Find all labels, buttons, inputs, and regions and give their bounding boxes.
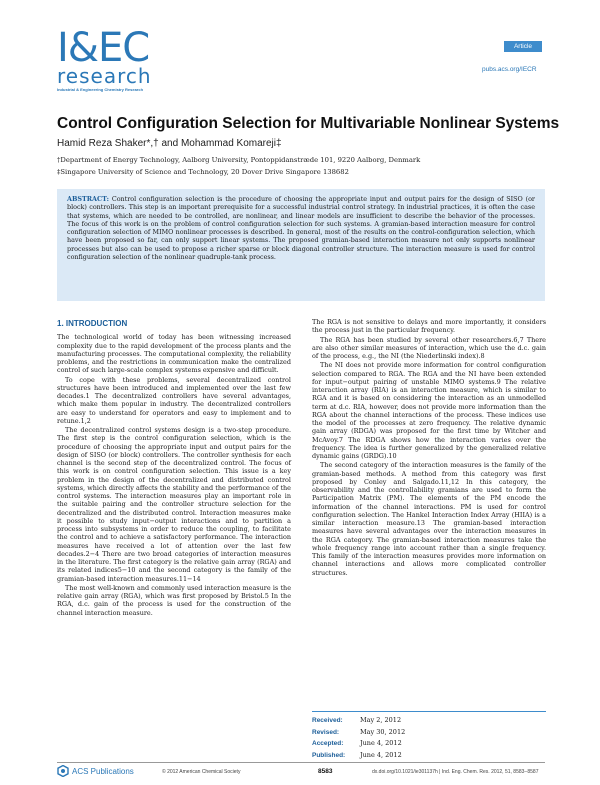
author-list: Hamid Reza Shaker*,† and Mohammad Komareji‡ (57, 138, 282, 149)
abstract-box (57, 189, 545, 301)
affiliation-2: ‡Singapore University of Science and Technology, 20 Dover Drive Singapore 138682 (57, 168, 349, 176)
date-received (312, 715, 405, 727)
acs-hexagon-icon (57, 765, 69, 777)
date-label: Published: (312, 751, 346, 759)
journal-url-link[interactable]: pubs.acs.org/IECR (482, 66, 537, 73)
body-paragraph: To cope with these problems, several decentralized control structures have been introduced and implemented over the last few decades.1 The decentralized controllers have several advantages, which make them popular in industry. The decentralized controllers are easy to understand for operators and easy to implement and to retune.1,2 (57, 375, 291, 425)
body-paragraph: The most well-known and commonly used interaction measure is the relative gain array (RGA), which was first proposed by Bristol.5 In the RGA, d.c. gain of the process is used for the construction of the channel interaction measure. (57, 583, 291, 617)
footer-divider (57, 762, 545, 763)
article-type-badge: Article (504, 41, 542, 52)
body-paragraph: The NI does not provide more information for control configuration selection compared to RGA. The RGA and the NI have been extended for input−output pairing of unstable MIMO systems.9 The relative interaction array (RIA) is an interaction measure, which is similar to RGA and it is based on considering the interaction as an unmodelled term at d.c. RIA, however, does not provide more information than the RGA about the channel interactions of the process. These indices use the model of the processes at zero frequency. The relative dynamic gain array (RDGA) was proposed for the first time by Witcher and McAvoy.7 The RDGA shows how the interaction varies over the frequency. The idea is further generalized by the generalized relative dynamic gains (GRDG).10 (312, 361, 546, 460)
logo-tagline: Industrial & Engineering Chemistry Research (57, 87, 144, 92)
copyright-notice: © 2012 American Chemical Society (162, 769, 241, 775)
acs-publications-logo[interactable] (57, 765, 134, 777)
right-column (312, 318, 546, 578)
doi-citation[interactable]: dx.doi.org/10.1021/ie301137h | Ind. Eng. Chem. Res. 2012, 51, 8583−8587 (372, 769, 539, 775)
body-paragraph: The decentralized control systems design is a two-step procedure. The first step is the control configuration selection, which is the procedure of choosing the appropriate input and output pairs for the design of SISO (or block) controllers. The controller synthesis for each channel is the second step of the decentralized control. The focus of this work is on control configuration selection. This issue is a key problem in the design of the decentralized and distributed control systems, which directly affects the stability and the performance of the control systems. The interaction measures play an important role in the suitable pairing and the controller structure selection for the decentralized and the distributed control. Interaction measures make it possible to study input−output interactions and to partition a process into subsystems in order to reduce the coupling, to facilitate the control and to achieve a satisfactory performance. The interaction measures have received a lot of attention over the last few decades.2−4 There are two broad categories of interaction measures in the literature. The first category is the relative gain array (RGA) and its related indices5−10 and the second category is the family of the gramian-based interaction measures.11−14 (57, 426, 291, 583)
date-value: May 2, 2012 (360, 716, 402, 724)
date-value: June 4, 2012 (360, 750, 402, 759)
date-label: Revised: (312, 728, 340, 736)
date-value: May 30, 2012 (360, 727, 406, 736)
body-paragraph: The second category of the interaction measures is the family of the gramian-based methods. A method from this category was first proposed by Conley and Salgado.11,12 In this category, the observability and the controllability gramians are used to form the Participation Matrix (PM). The elements of the PM encode the information of the channel interactions. PM is used for control configuration selection. The Hankel Interaction Index Array (HIIA) is a similar interaction measure.13 The gramian-based interaction measures have several advantages over the interaction measures in the RGA category. The gramian-based interaction measures take the whole frequency range into account rather than a single frequency. This family of the interaction measures provides more information on channel interactions and allows more complicated controller structures. (312, 461, 546, 577)
section-heading-introduction: 1. INTRODUCTION (57, 319, 128, 328)
date-label: Accepted: (312, 740, 344, 747)
date-accepted (312, 738, 405, 750)
paper-title: Control Configuration Selection for Multivariable Nonlinear Systems (57, 115, 560, 132)
date-label: Received: (312, 717, 343, 724)
date-value: June 4, 2012 (360, 739, 402, 747)
affiliation-1: †Department of Energy Technology, Aalborg University, Pontoppidanstræde 101, 9220 Aalborg, Denmark (57, 156, 421, 164)
page-number: 8583 (318, 768, 333, 775)
body-paragraph: The RGA has been studied by several other researchers.6,7 There are also other similar measures of interaction, which use the d.c. gain of the process, e.g., the NI (the Niederlinski index).8 (312, 335, 546, 360)
date-published (312, 750, 405, 762)
abstract-label: ABSTRACT: (67, 195, 109, 203)
left-column (57, 318, 291, 618)
publisher-name: ACS Publications (72, 766, 134, 776)
date-revised (312, 727, 405, 739)
logo-sub-text: research (57, 64, 152, 88)
logo-main-text: I&EC (57, 25, 150, 71)
journal-logo (57, 25, 177, 92)
body-paragraph: The RGA is not sensitive to delays and more importantly, it considers the process just in the particular frequency. (312, 318, 546, 335)
dates-divider (312, 711, 546, 712)
abstract-text: Control configuration selection is the procedure of choosing the appropriate input and output pairs for the design of SISO (or block) controllers. This step is an important prerequisite for a successful industrial control strategy. In industrial practices, it is often the case that systems, which are needed to be controlled, are nonlinear, and linear models are insufficient to describe the behavior of the processes. The focus of this work is on the problem of control configuration selection for such systems. A gramian-based interaction measure for control configuration selection of MIMO nonlinear processes is described. In general, most of the results on the control-configuration selection, which have been proposed so far, can only support linear systems. The proposed gramian-based interaction measure not only supports nonlinear processes but also can be used to propose a richer sparse or block diagonal controller structure. The interaction measure is used for control configuration selection of the nonlinear quadruple-tank process. (67, 195, 535, 262)
publication-dates (312, 715, 405, 761)
body-paragraph: The technological world of today has been witnessing increased complexity due to the rapid development of the process plants and the manufacturing processes. The computational complexity, the reliability problems, and the restrictions in communication make the centralized control of such large-scale complex systems expensive and difficult. (57, 333, 291, 375)
